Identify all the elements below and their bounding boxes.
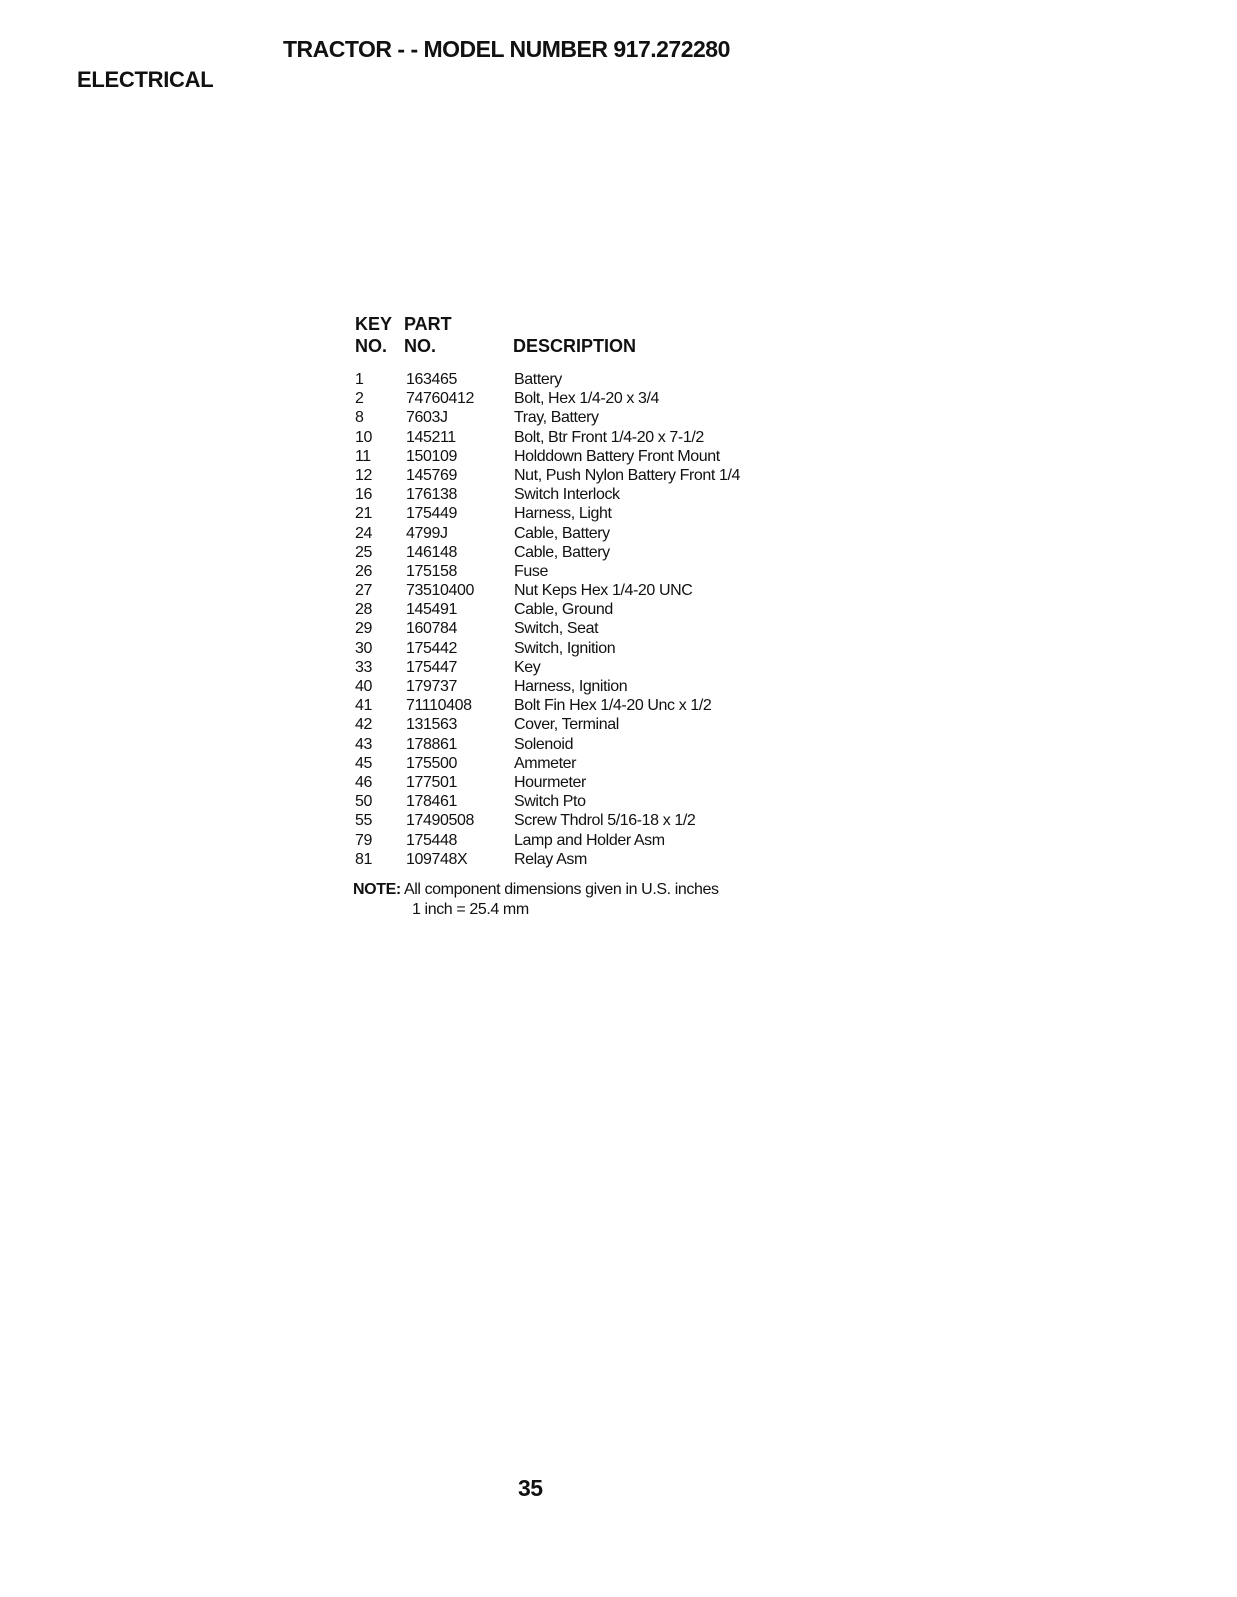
part-no-cell: 150109 [406,447,457,465]
table-row [355,543,815,562]
description-cell: Hourmeter [514,773,586,791]
note-label: NOTE: [353,881,401,898]
key-no-cell: 40 [355,678,372,695]
table-row [355,773,815,792]
description-cell: Cable, Battery [514,524,610,542]
part-no-cell: 179737 [406,678,457,695]
table-row [355,735,815,754]
description-cell: Screw Thdrol 5/16-18 x 1/2 [514,812,696,830]
key-no-cell: 30 [355,639,372,657]
table-row [355,658,815,677]
table-row [355,370,815,389]
description-cell: Battery [514,371,562,388]
table-row [355,485,815,504]
part-no-cell: 145769 [406,466,457,484]
part-no-cell: 178861 [406,735,457,753]
note-line2: 1 inch = 25.4 mm [412,901,529,918]
header-part-line2: NO. [404,336,437,356]
table-row [355,428,815,447]
table-row [355,581,815,600]
key-no-cell: 79 [355,831,372,849]
table-row [355,850,815,869]
page-number: 35 [518,1475,543,1501]
description-cell: Switch, Ignition [514,639,616,657]
part-no-cell: 74760412 [406,390,474,408]
table-row [355,447,815,466]
part-no-cell: 163465 [406,371,457,388]
part-no-cell: 145491 [406,601,457,619]
key-no-cell: 10 [355,428,372,446]
description-cell: Switch Pto [514,793,586,811]
table-row [355,792,815,811]
description-cell: Ammeter [514,754,577,772]
table-row [355,504,815,523]
key-no-cell: 24 [355,524,372,542]
parts-list-header [355,314,815,366]
note-line1: All component dimensions given in U.S. inches [403,881,719,898]
header-part-line1: PART [404,314,452,334]
table-row [355,677,815,696]
key-no-cell: 11 [355,447,371,465]
key-no-cell: 55 [355,812,372,830]
table-row [355,619,815,638]
header-description: DESCRIPTION [513,336,637,356]
part-no-cell: 175449 [406,505,457,523]
header-key-line1: KEY [355,314,393,334]
part-no-cell: 175448 [406,831,457,849]
table-row [355,524,815,543]
part-no-cell: 160784 [406,620,457,638]
description-cell: Cover, Terminal [514,716,619,734]
key-no-cell: 26 [355,562,372,580]
key-no-cell: 8 [355,409,364,427]
table-row [355,696,815,715]
part-no-cell: 17490508 [406,812,474,830]
table-row [355,408,815,427]
key-no-cell: 81 [355,850,372,868]
part-no-cell: 4799J [406,524,448,542]
table-row [355,389,815,408]
part-no-cell: 177501 [406,773,457,791]
table-row [355,639,815,658]
part-no-cell: 145211 [406,428,456,446]
description-cell: Lamp and Holder Asm [514,831,665,849]
table-row [355,831,815,850]
part-no-cell: 109748X [406,850,468,868]
part-no-cell: 175158 [406,562,457,580]
part-no-cell: 131563 [406,716,457,734]
part-no-cell: 175500 [406,754,457,772]
part-no-cell: 178461 [406,793,457,811]
description-cell: Relay Asm [514,850,587,868]
description-cell: Key [514,658,541,676]
description-cell: Cable, Battery [514,543,610,561]
key-no-cell: 33 [355,658,372,676]
description-cell: Cable, Ground [514,601,613,619]
table-row [355,754,815,773]
section-heading: ELECTRICAL [77,67,214,92]
description-cell: Switch Interlock [514,486,620,504]
part-no-cell: 7603J [406,409,448,427]
part-no-cell: 176138 [406,486,457,504]
description-cell: Harness, Ignition [514,678,628,695]
description-cell: Fuse [514,562,548,580]
table-row [355,562,815,581]
key-no-cell: 16 [355,486,372,504]
key-no-cell: 25 [355,543,372,561]
note [353,880,719,920]
description-cell: Solenoid [514,735,574,753]
key-no-cell: 42 [355,716,372,734]
part-no-cell: 71110408 [406,697,472,715]
description-cell: Bolt Fin Hex 1/4-20 Unc x 1/2 [514,697,712,715]
part-no-cell: 73510400 [406,582,474,600]
part-no-cell: 175442 [406,639,457,657]
key-no-cell: 1 [355,371,364,388]
description-cell: Nut Keps Hex 1/4-20 UNC [514,582,693,600]
description-cell: Switch, Seat [514,620,599,638]
parts-list [355,314,815,869]
header-key-line2: NO. [355,336,388,356]
table-row [355,715,815,734]
part-no-cell: 146148 [406,543,457,561]
key-no-cell: 27 [355,582,372,600]
description-cell: Tray, Battery [514,409,599,427]
table-row [355,466,815,485]
key-no-cell: 46 [355,773,372,791]
description-cell: Holddown Battery Front Mount [514,447,720,465]
description-cell: Harness, Light [514,505,612,523]
page-title: TRACTOR - - MODEL NUMBER 917.272280 [283,36,730,62]
table-row [355,600,815,619]
parts-list-rows [355,370,815,869]
table-row [355,811,815,830]
description-cell: Nut, Push Nylon Battery Front 1/4 [514,466,741,484]
key-no-cell: 28 [355,601,372,619]
key-no-cell: 12 [355,466,372,484]
key-no-cell: 50 [355,793,372,811]
key-no-cell: 2 [355,390,364,408]
key-no-cell: 29 [355,620,372,638]
key-no-cell: 43 [355,735,372,753]
key-no-cell: 21 [355,505,372,523]
description-cell: Bolt, Btr Front 1/4-20 x 7-1/2 [514,428,704,446]
description-cell: Bolt, Hex 1/4-20 x 3/4 [514,390,660,408]
part-no-cell: 175447 [406,658,457,676]
key-no-cell: 41 [355,697,372,715]
key-no-cell: 45 [355,754,372,772]
